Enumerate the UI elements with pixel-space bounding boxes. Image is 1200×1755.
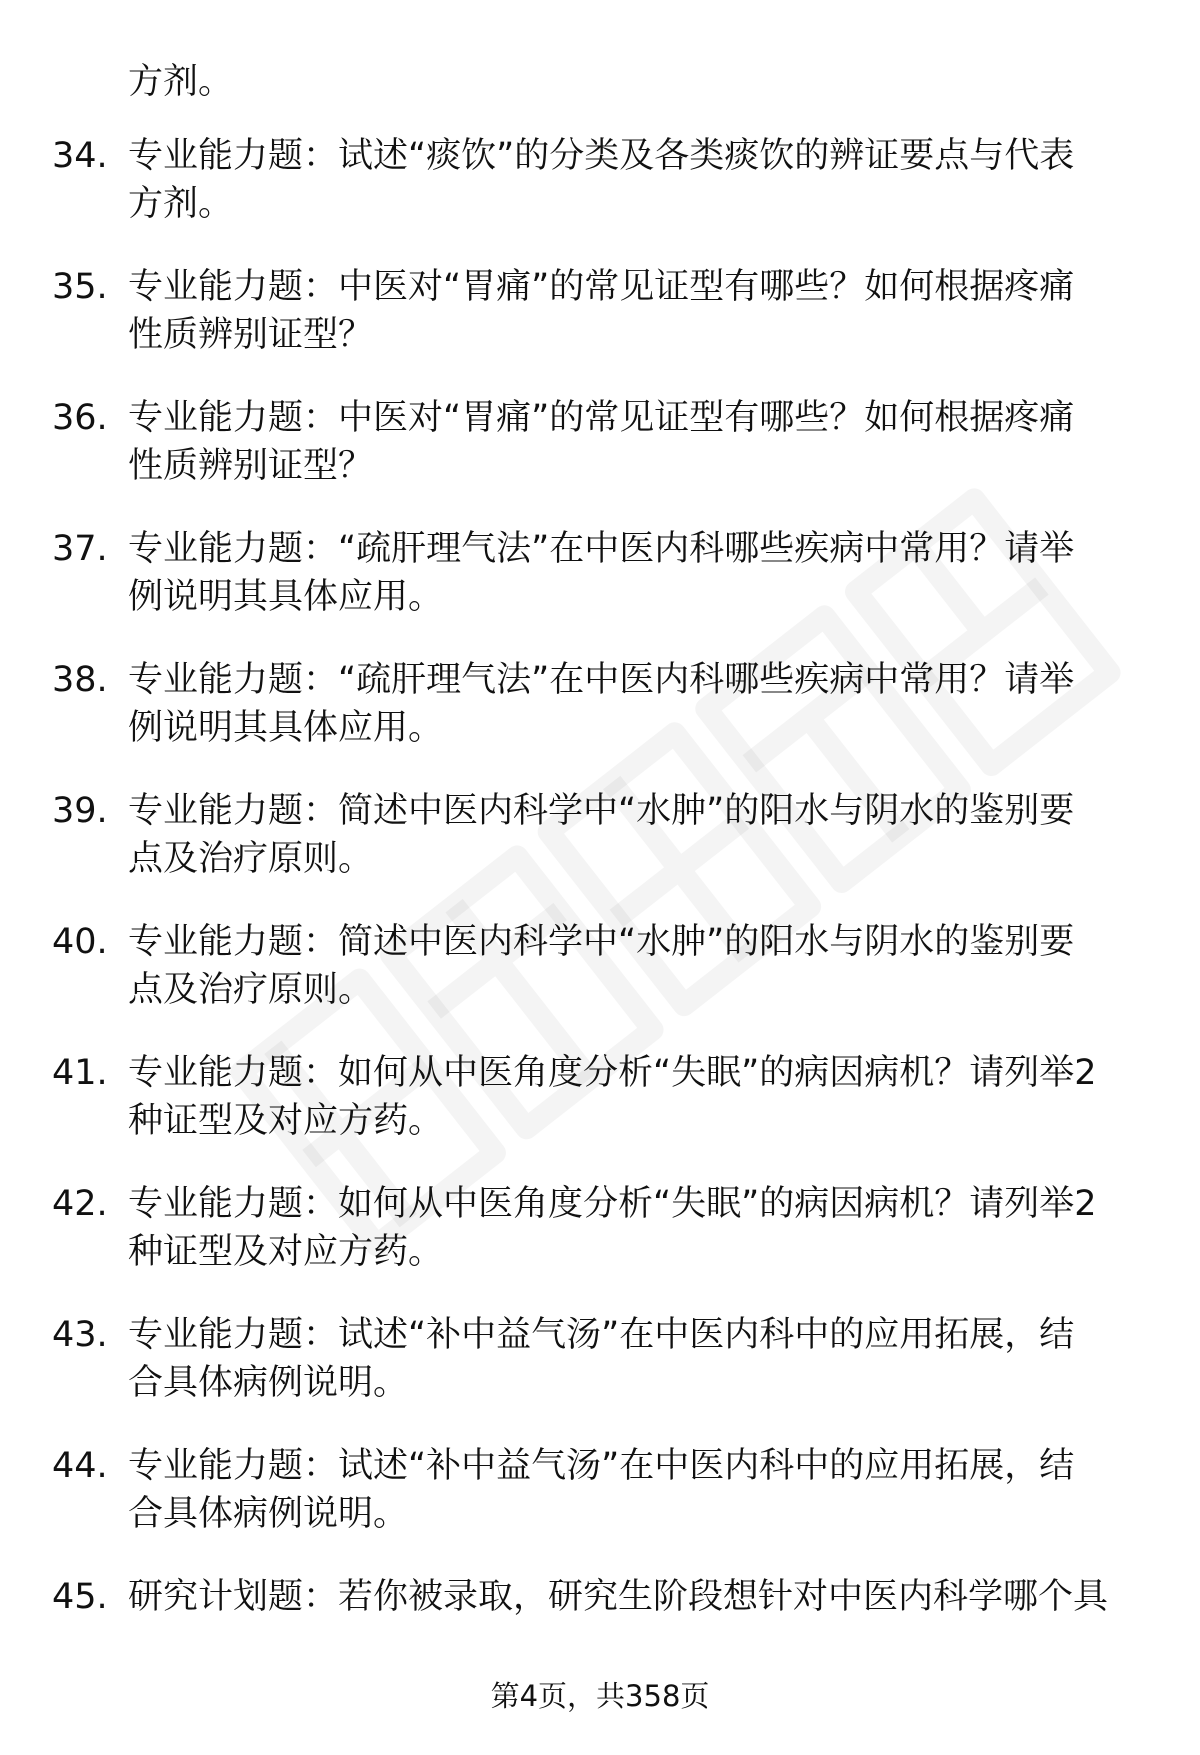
question-line-1: 专业能力题：“疏肝理气法”在中医内科哪些疾病中常用？请举 [128,529,1075,569]
question-line-1: 专业能力题：中医对“胃痛”的常见证型有哪些？如何根据疼痛 [128,267,1075,307]
question-text [128,263,1168,359]
question-line-2: 方剂。 [128,184,234,224]
question-text [128,787,1168,883]
question-text [128,394,1168,490]
question-line-2: 性质辨别证型？ [128,315,374,355]
question-number: 42. [52,1184,108,1224]
question-line-2: 点及治疗原则。 [128,839,374,879]
question-line-1: 专业能力题：简述中医内科学中“水肿”的阳水与阴水的鉴别要 [128,922,1075,962]
question-item [0,1311,1200,1442]
question-number: 41. [52,1053,108,1093]
question-line-1: 专业能力题：试述“补中益气汤”在中医内科中的应用拓展，结 [128,1446,1075,1486]
question-number: 34. [52,136,108,176]
question-item [0,132,1200,263]
question-text [128,656,1168,752]
question-number: 38. [52,660,108,700]
question-item [0,1442,1200,1573]
question-line-2: 种证型及对应方药。 [128,1232,444,1272]
question-line-2: 例说明其具体应用。 [128,708,444,748]
question-item [0,1049,1200,1180]
question-text [128,1180,1168,1276]
question-number: 44. [52,1446,108,1486]
question-item [0,1180,1200,1311]
question-line-1: 专业能力题：如何从中医角度分析“失眠”的病因病机？请列举2 [128,1053,1097,1093]
question-item [0,263,1200,394]
question-text [128,1573,1168,1621]
question-line-1: 专业能力题：“疏肝理气法”在中医内科哪些疾病中常用？请举 [128,660,1075,700]
question-line-2: 点及治疗原则。 [128,970,374,1010]
question-line-2: 合具体病例说明。 [128,1494,409,1534]
question-number: 39. [52,791,108,831]
question-item [0,394,1200,525]
question-line-1: 专业能力题：试述“补中益气汤”在中医内科中的应用拓展，结 [128,1315,1075,1355]
question-line-1: 研究计划题：若你被录取，研究生阶段想针对中医内科学哪个具 [128,1577,1109,1617]
question-number: 45. [52,1577,108,1617]
question-item [0,656,1200,787]
question-line-1: 专业能力题：试述“痰饮”的分类及各类痰饮的辨证要点与代表 [128,136,1075,176]
question-line-1: 专业能力题：如何从中医角度分析“失眠”的病因病机？请列举2 [128,1184,1097,1224]
question-text [128,132,1168,228]
question-text [128,1049,1168,1145]
question-text [128,525,1168,621]
page-number-footer: 第4页，共358页 [490,1679,710,1713]
question-number: 43. [52,1315,108,1355]
question-line-2: 例说明其具体应用。 [128,577,444,617]
question-line-1: 专业能力题：中医对“胃痛”的常见证型有哪些？如何根据疼痛 [128,398,1075,438]
question-line-1: 专业能力题：简述中医内科学中“水肿”的阳水与阴水的鉴别要 [128,791,1075,831]
question-text [128,918,1168,1014]
question-number: 40. [52,922,108,962]
continuation-text: 方剂。 [128,62,234,102]
question-item [0,787,1200,918]
question-line-2: 性质辨别证型？ [128,446,374,486]
question-list [0,132,1200,1704]
question-number: 35. [52,267,108,307]
question-text [128,1442,1168,1538]
question-line-2: 合具体病例说明。 [128,1363,409,1403]
question-number: 36. [52,398,108,438]
question-text [128,1311,1168,1407]
question-item [0,918,1200,1049]
question-line-2: 种证型及对应方药。 [128,1101,444,1141]
question-number: 37. [52,529,108,569]
question-item [0,525,1200,656]
